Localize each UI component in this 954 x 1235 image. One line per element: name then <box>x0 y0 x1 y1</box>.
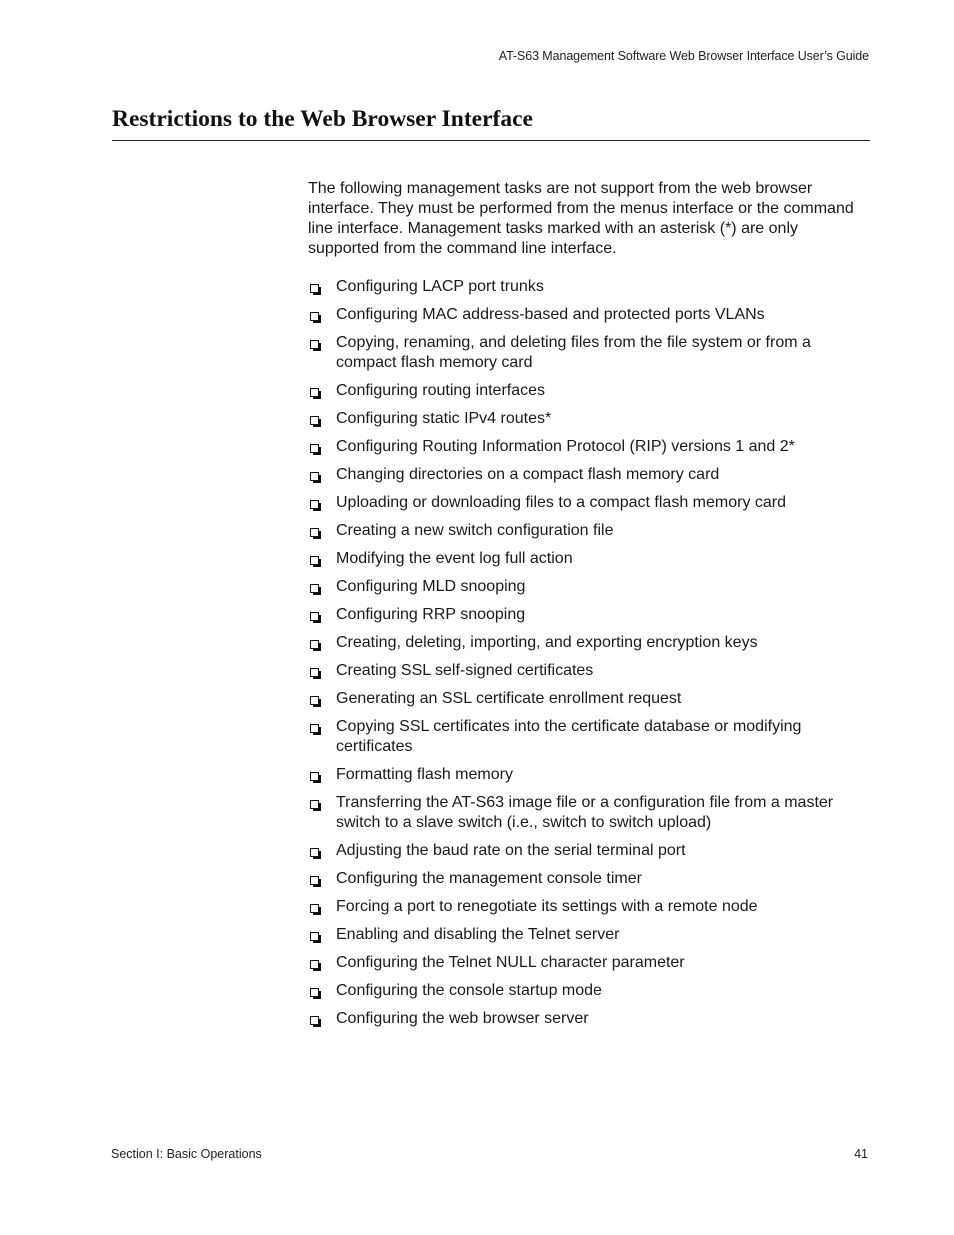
checkbox-bullet-icon <box>308 493 336 513</box>
checkbox-bullet-icon <box>308 521 336 541</box>
checkbox-bullet-icon <box>308 305 336 325</box>
list-item-text: Copying SSL certificates into the certificate database or modifying certificates <box>336 718 802 755</box>
restrictions-list <box>308 277 874 1037</box>
list-item-text: Configuring MAC address-based and protected ports VLANs <box>336 306 765 323</box>
footer-page-number: 41 <box>854 1147 868 1161</box>
list-item-text: Generating an SSL certificate enrollment request <box>336 690 682 707</box>
checkbox-bullet-icon <box>308 1009 336 1029</box>
list-item-text: Configuring RRP snooping <box>336 606 526 623</box>
checkbox-bullet-icon <box>308 465 336 485</box>
list-item-text: Enabling and disabling the Telnet server <box>336 926 620 943</box>
checkbox-bullet-icon <box>308 925 336 945</box>
list-item <box>308 953 874 973</box>
list-item-text: Configuring the management console timer <box>336 870 642 887</box>
list-item-text: Uploading or downloading files to a compact flash memory card <box>336 494 787 511</box>
checkbox-bullet-icon <box>308 793 336 813</box>
list-item <box>308 465 874 485</box>
checkbox-bullet-icon <box>308 661 336 681</box>
list-item <box>308 493 874 513</box>
checkbox-bullet-icon <box>308 841 336 861</box>
list-item-text: Configuring Routing Information Protocol (RIP) versions 1 and 2* <box>336 438 795 455</box>
checkbox-bullet-icon <box>308 869 336 889</box>
list-item <box>308 633 874 653</box>
list-item-text: Configuring static IPv4 routes* <box>336 410 552 427</box>
list-item <box>308 869 874 889</box>
section-title: Restrictions to the Web Browser Interface <box>112 106 533 132</box>
list-item <box>308 521 874 541</box>
list-item-text: Copying, renaming, and deleting files from the file system or from a compact flash memory card <box>336 334 811 371</box>
checkbox-bullet-icon <box>308 381 336 401</box>
list-item <box>308 437 874 457</box>
list-item <box>308 605 874 625</box>
list-item-text: Creating a new switch configuration file <box>336 522 614 539</box>
list-item-text: Creating SSL self-signed certificates <box>336 662 594 679</box>
title-divider <box>112 140 870 141</box>
list-item <box>308 409 874 429</box>
list-item <box>308 381 874 401</box>
list-item-text: Modifying the event log full action <box>336 550 573 567</box>
list-item <box>308 333 874 373</box>
list-item <box>308 305 874 325</box>
checkbox-bullet-icon <box>308 897 336 917</box>
intro-paragraph: The following management tasks are not support from the web browser interface. They must be performed from the menus interface or the command line interface. Management tasks marked with an asterisk (*) are only supported from the command line interface. <box>308 180 854 257</box>
checkbox-bullet-icon <box>308 437 336 457</box>
checkbox-bullet-icon <box>308 689 336 709</box>
list-item-text: Formatting flash memory <box>336 766 513 783</box>
list-item <box>308 897 874 917</box>
checkbox-bullet-icon <box>308 605 336 625</box>
footer-section-label: Section I: Basic Operations <box>111 1147 262 1161</box>
list-item <box>308 765 874 785</box>
list-item <box>308 925 874 945</box>
list-item-text: Configuring LACP port trunks <box>336 278 544 295</box>
checkbox-bullet-icon <box>308 549 336 569</box>
checkbox-bullet-icon <box>308 333 336 353</box>
list-item <box>308 717 874 757</box>
list-item <box>308 277 874 297</box>
list-item-text: Configuring routing interfaces <box>336 382 546 399</box>
list-item-text: Transferring the AT-S63 image file or a configuration file from a master switch to a slave switch (i.e., switch to switch upload) <box>336 794 834 831</box>
list-item-text: Creating, deleting, importing, and exporting encryption keys <box>336 634 758 651</box>
list-item-text: Adjusting the baud rate on the serial terminal port <box>336 842 686 859</box>
checkbox-bullet-icon <box>308 277 336 297</box>
checkbox-bullet-icon <box>308 717 336 737</box>
list-item-text: Configuring the Telnet NULL character parameter <box>336 954 685 971</box>
list-item-text: Configuring the console startup mode <box>336 982 602 999</box>
list-item-text: Forcing a port to renegotiate its settings with a remote node <box>336 898 758 915</box>
checkbox-bullet-icon <box>308 981 336 1001</box>
list-item-text: Configuring MLD snooping <box>336 578 526 595</box>
checkbox-bullet-icon <box>308 953 336 973</box>
checkbox-bullet-icon <box>308 633 336 653</box>
list-item <box>308 793 874 833</box>
running-header: AT-S63 Management Software Web Browser Interface User’s Guide <box>498 49 869 63</box>
checkbox-bullet-icon <box>308 577 336 597</box>
list-item-text: Configuring the web browser server <box>336 1010 589 1027</box>
list-item <box>308 661 874 681</box>
list-item <box>308 689 874 709</box>
list-item <box>308 841 874 861</box>
list-item-text: Changing directories on a compact flash memory card <box>336 466 720 483</box>
checkbox-bullet-icon <box>308 765 336 785</box>
checkbox-bullet-icon <box>308 409 336 429</box>
list-item <box>308 577 874 597</box>
list-item <box>308 549 874 569</box>
list-item <box>308 981 874 1001</box>
list-item <box>308 1009 874 1029</box>
